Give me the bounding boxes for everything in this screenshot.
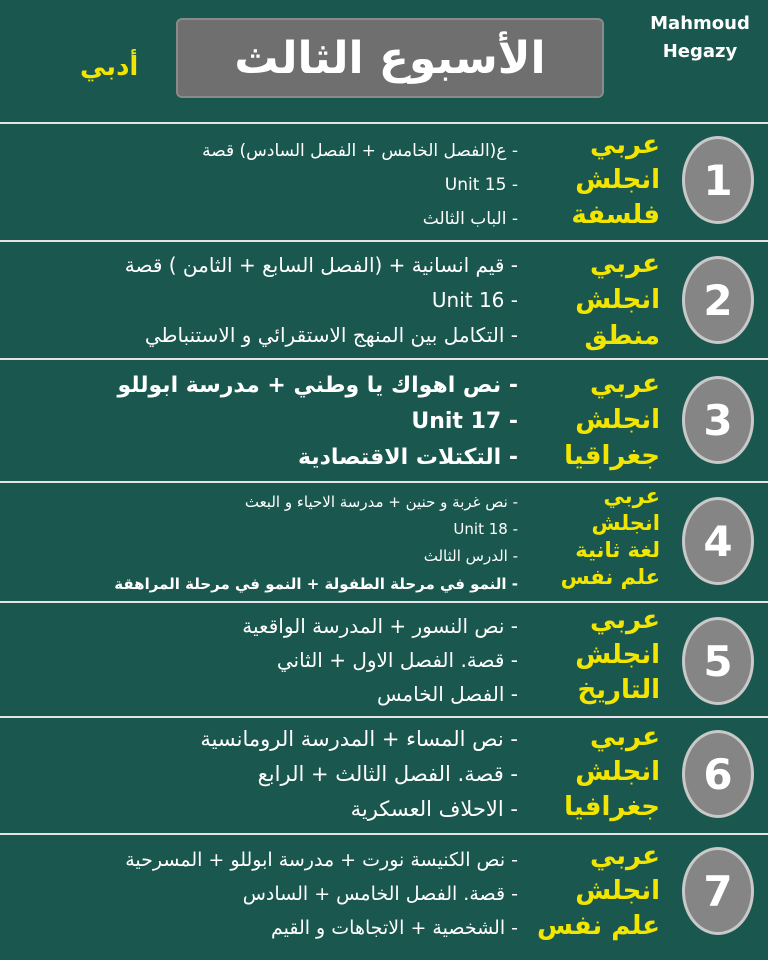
item-psychology: - النمو في مرحلة الطفولة + النمو في مرحلة المراهقة bbox=[114, 575, 518, 593]
week-number-badge: 1 bbox=[682, 136, 754, 224]
subject-arabic: عربي bbox=[589, 249, 660, 279]
week-number-badge: 2 bbox=[682, 256, 754, 344]
item-arabic: - ع(الفصل الخامس + الفصل السادس) قصة bbox=[202, 141, 518, 161]
week-number-badge: 4 bbox=[682, 497, 754, 585]
week-subjects bbox=[575, 246, 660, 354]
week-subjects bbox=[575, 603, 660, 708]
subject-second-language: لغة ثانية bbox=[575, 538, 660, 562]
subject-arabic: عربي bbox=[603, 484, 660, 508]
week-number-badge: 3 bbox=[682, 376, 754, 464]
item-second-language: - الدرس الثالث bbox=[423, 547, 518, 565]
subject-arabic: عربي bbox=[589, 130, 660, 160]
week-items bbox=[242, 609, 518, 711]
item-geography: - التكتلات الاقتصادية bbox=[298, 445, 518, 470]
subject-english: انجلش bbox=[575, 165, 660, 195]
subject-arabic: عربي bbox=[589, 369, 660, 399]
item-english: - Unit 15 bbox=[444, 175, 518, 195]
week-subjects bbox=[564, 366, 660, 474]
subject-geography: جغرافيا bbox=[564, 792, 660, 822]
week-subjects bbox=[537, 839, 660, 944]
subject-english: انجلش bbox=[575, 405, 660, 435]
subject-psychology: علم نفس bbox=[560, 565, 660, 589]
week-number-badge: 7 bbox=[682, 847, 754, 935]
subject-psychology: علم نفس bbox=[536, 911, 660, 941]
subject-philosophy: فلسفة bbox=[571, 200, 660, 230]
subject-geography: جغراقيا bbox=[564, 441, 660, 471]
week-items bbox=[125, 248, 518, 353]
item-arabic: - نص النسور + المدرسة الواقعية bbox=[242, 614, 518, 638]
week-subjects bbox=[561, 483, 660, 591]
week-number-badge: 6 bbox=[682, 730, 754, 818]
subject-english: انجلش bbox=[575, 757, 660, 787]
subject-english: انجلش bbox=[575, 285, 660, 315]
subject-english: انجلش bbox=[591, 511, 660, 535]
week-row-7 bbox=[0, 835, 768, 960]
week-row-3 bbox=[0, 360, 768, 481]
week-row-6 bbox=[0, 718, 768, 833]
item-psychology: - الشخصية + الاتجاهات و القيم bbox=[270, 917, 518, 939]
subject-logic: منطق bbox=[584, 321, 660, 351]
item-arabic: - نص غربة و حنين + مدرسة الاحياء و البعث bbox=[244, 493, 518, 511]
item-geography: - الاحلاف العسكرية bbox=[350, 797, 518, 821]
week-items bbox=[202, 134, 518, 236]
subject-english: انجلش bbox=[575, 640, 660, 670]
week-subjects bbox=[564, 720, 660, 825]
subject-history: التاريخ bbox=[577, 675, 660, 705]
item-philosophy: - الباب الثالث bbox=[422, 209, 518, 229]
item-history: - الفصل الخامس bbox=[376, 682, 518, 706]
week-row-1 bbox=[0, 124, 768, 240]
item-logic: - التكامل بين المنهج الاستقرائي و الاستنباطي bbox=[144, 323, 518, 347]
item-arabic: - قيم انسانية + (الفصل السابع + الثامن ) قصة bbox=[124, 253, 518, 277]
item-story: - قصة. الفصل الثالث + الرابع bbox=[257, 762, 518, 786]
item-story: - قصة. الفصل الخامس + السادس bbox=[242, 883, 518, 905]
week-row-2 bbox=[0, 242, 768, 358]
page-title: الأسبوع الثالث bbox=[176, 18, 604, 98]
author-name: Mahmoud Hegazy bbox=[650, 13, 750, 62]
week-items bbox=[245, 489, 518, 570]
subject-english: انجلش bbox=[575, 876, 660, 906]
week-row-4 bbox=[0, 483, 768, 601]
item-story: - قصة. الفصل الاول + الثاني bbox=[276, 648, 518, 672]
item-arabic: - نص الكنيسة نورت + مدرسة ابوللو + المسرحية bbox=[125, 849, 518, 871]
item-english: - Unit 18 bbox=[453, 520, 518, 538]
week-number-badge: 5 bbox=[682, 617, 754, 705]
item-arabic: - نص اهواك يا وطني + مدرسة ابوللو bbox=[117, 373, 518, 398]
week-items bbox=[200, 722, 518, 827]
item-english: - Unit 16 bbox=[431, 288, 518, 312]
week-items bbox=[117, 368, 518, 476]
section-label: أدبي bbox=[80, 52, 139, 82]
item-english: - Unit 17 bbox=[411, 409, 518, 434]
week-subjects bbox=[571, 128, 660, 233]
week-items bbox=[125, 843, 518, 945]
subject-arabic: عربي bbox=[589, 722, 660, 752]
week-row-5 bbox=[0, 603, 768, 716]
item-arabic: - نص المساء + المدرسة الرومانسية bbox=[200, 727, 518, 751]
subject-arabic: عربي bbox=[589, 605, 660, 635]
subject-arabic: عربي bbox=[589, 841, 660, 871]
